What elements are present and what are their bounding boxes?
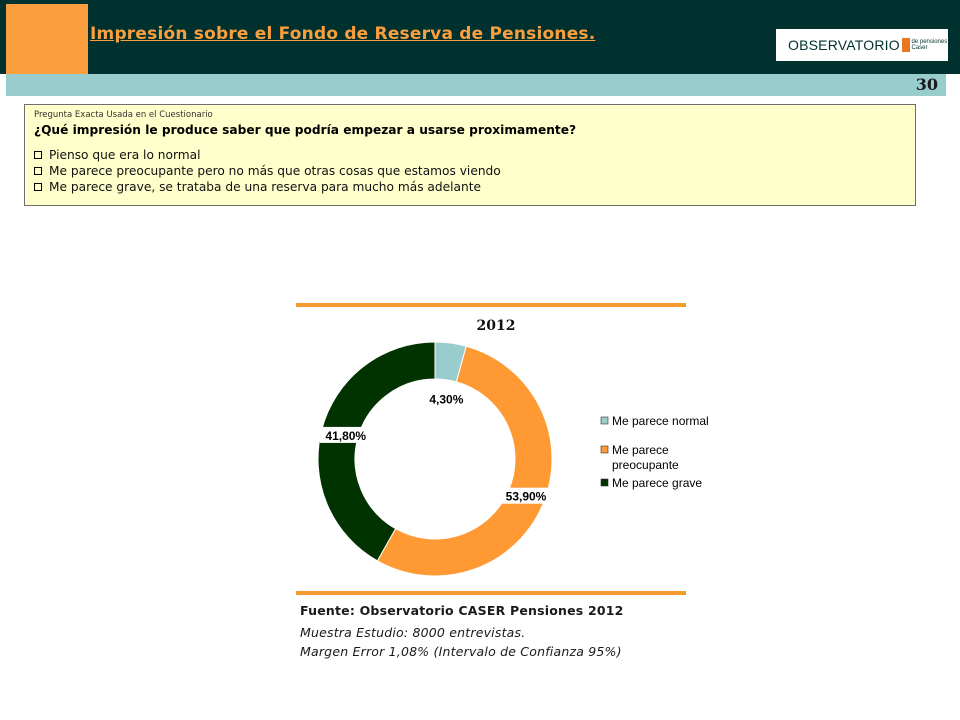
page-number: 30 [915,75,938,94]
slice-value-label: 4,30% [429,392,464,407]
legend-swatch [601,446,608,453]
chart-title: 2012 [476,318,516,334]
slice-value-label: 41,80% [325,428,367,443]
legend-label: preocupante [612,458,679,472]
source-block [300,603,624,661]
legend-swatch [601,479,608,486]
option-label: Pienso que era lo normal [49,148,201,162]
source-line: Muestra Estudio: 8000 entrevistas. [300,625,526,640]
donut-slices [318,342,552,576]
question-text: ¿Qué impresión le produce saber que podría empezar a usarse proximamente? [34,123,577,137]
donut-slice-3 [318,342,435,561]
logo-wordmark: OBSERVATORIO [788,37,900,53]
page-title: Impresión sobre el Fondo de Reserva de Pensiones. [90,24,596,44]
legend-label: Me parece grave [612,476,703,490]
legend-swatch [601,417,608,424]
option-label: Me parece grave, se trataba de una reserva para mucho más adelante [49,180,481,194]
legend-label: Me parece normal [612,414,709,428]
slice-value-label: 53,90% [505,489,547,504]
legend-label: Me parece [612,443,669,457]
chart-legend [601,414,709,490]
source-title: Fuente: Observatorio CASER Pensiones 2012 [300,603,624,618]
source-line: Margen Error 1,08% (Intervalo de Confianza 95%) [300,644,622,659]
option-label: Me parece preocupante pero no más que otras cosas que estamos viendo [49,164,501,178]
logo-subtitle: de pensiones Caser [911,39,948,51]
question-caption: Pregunta Exacta Usada en el Cuestionario [34,110,213,120]
